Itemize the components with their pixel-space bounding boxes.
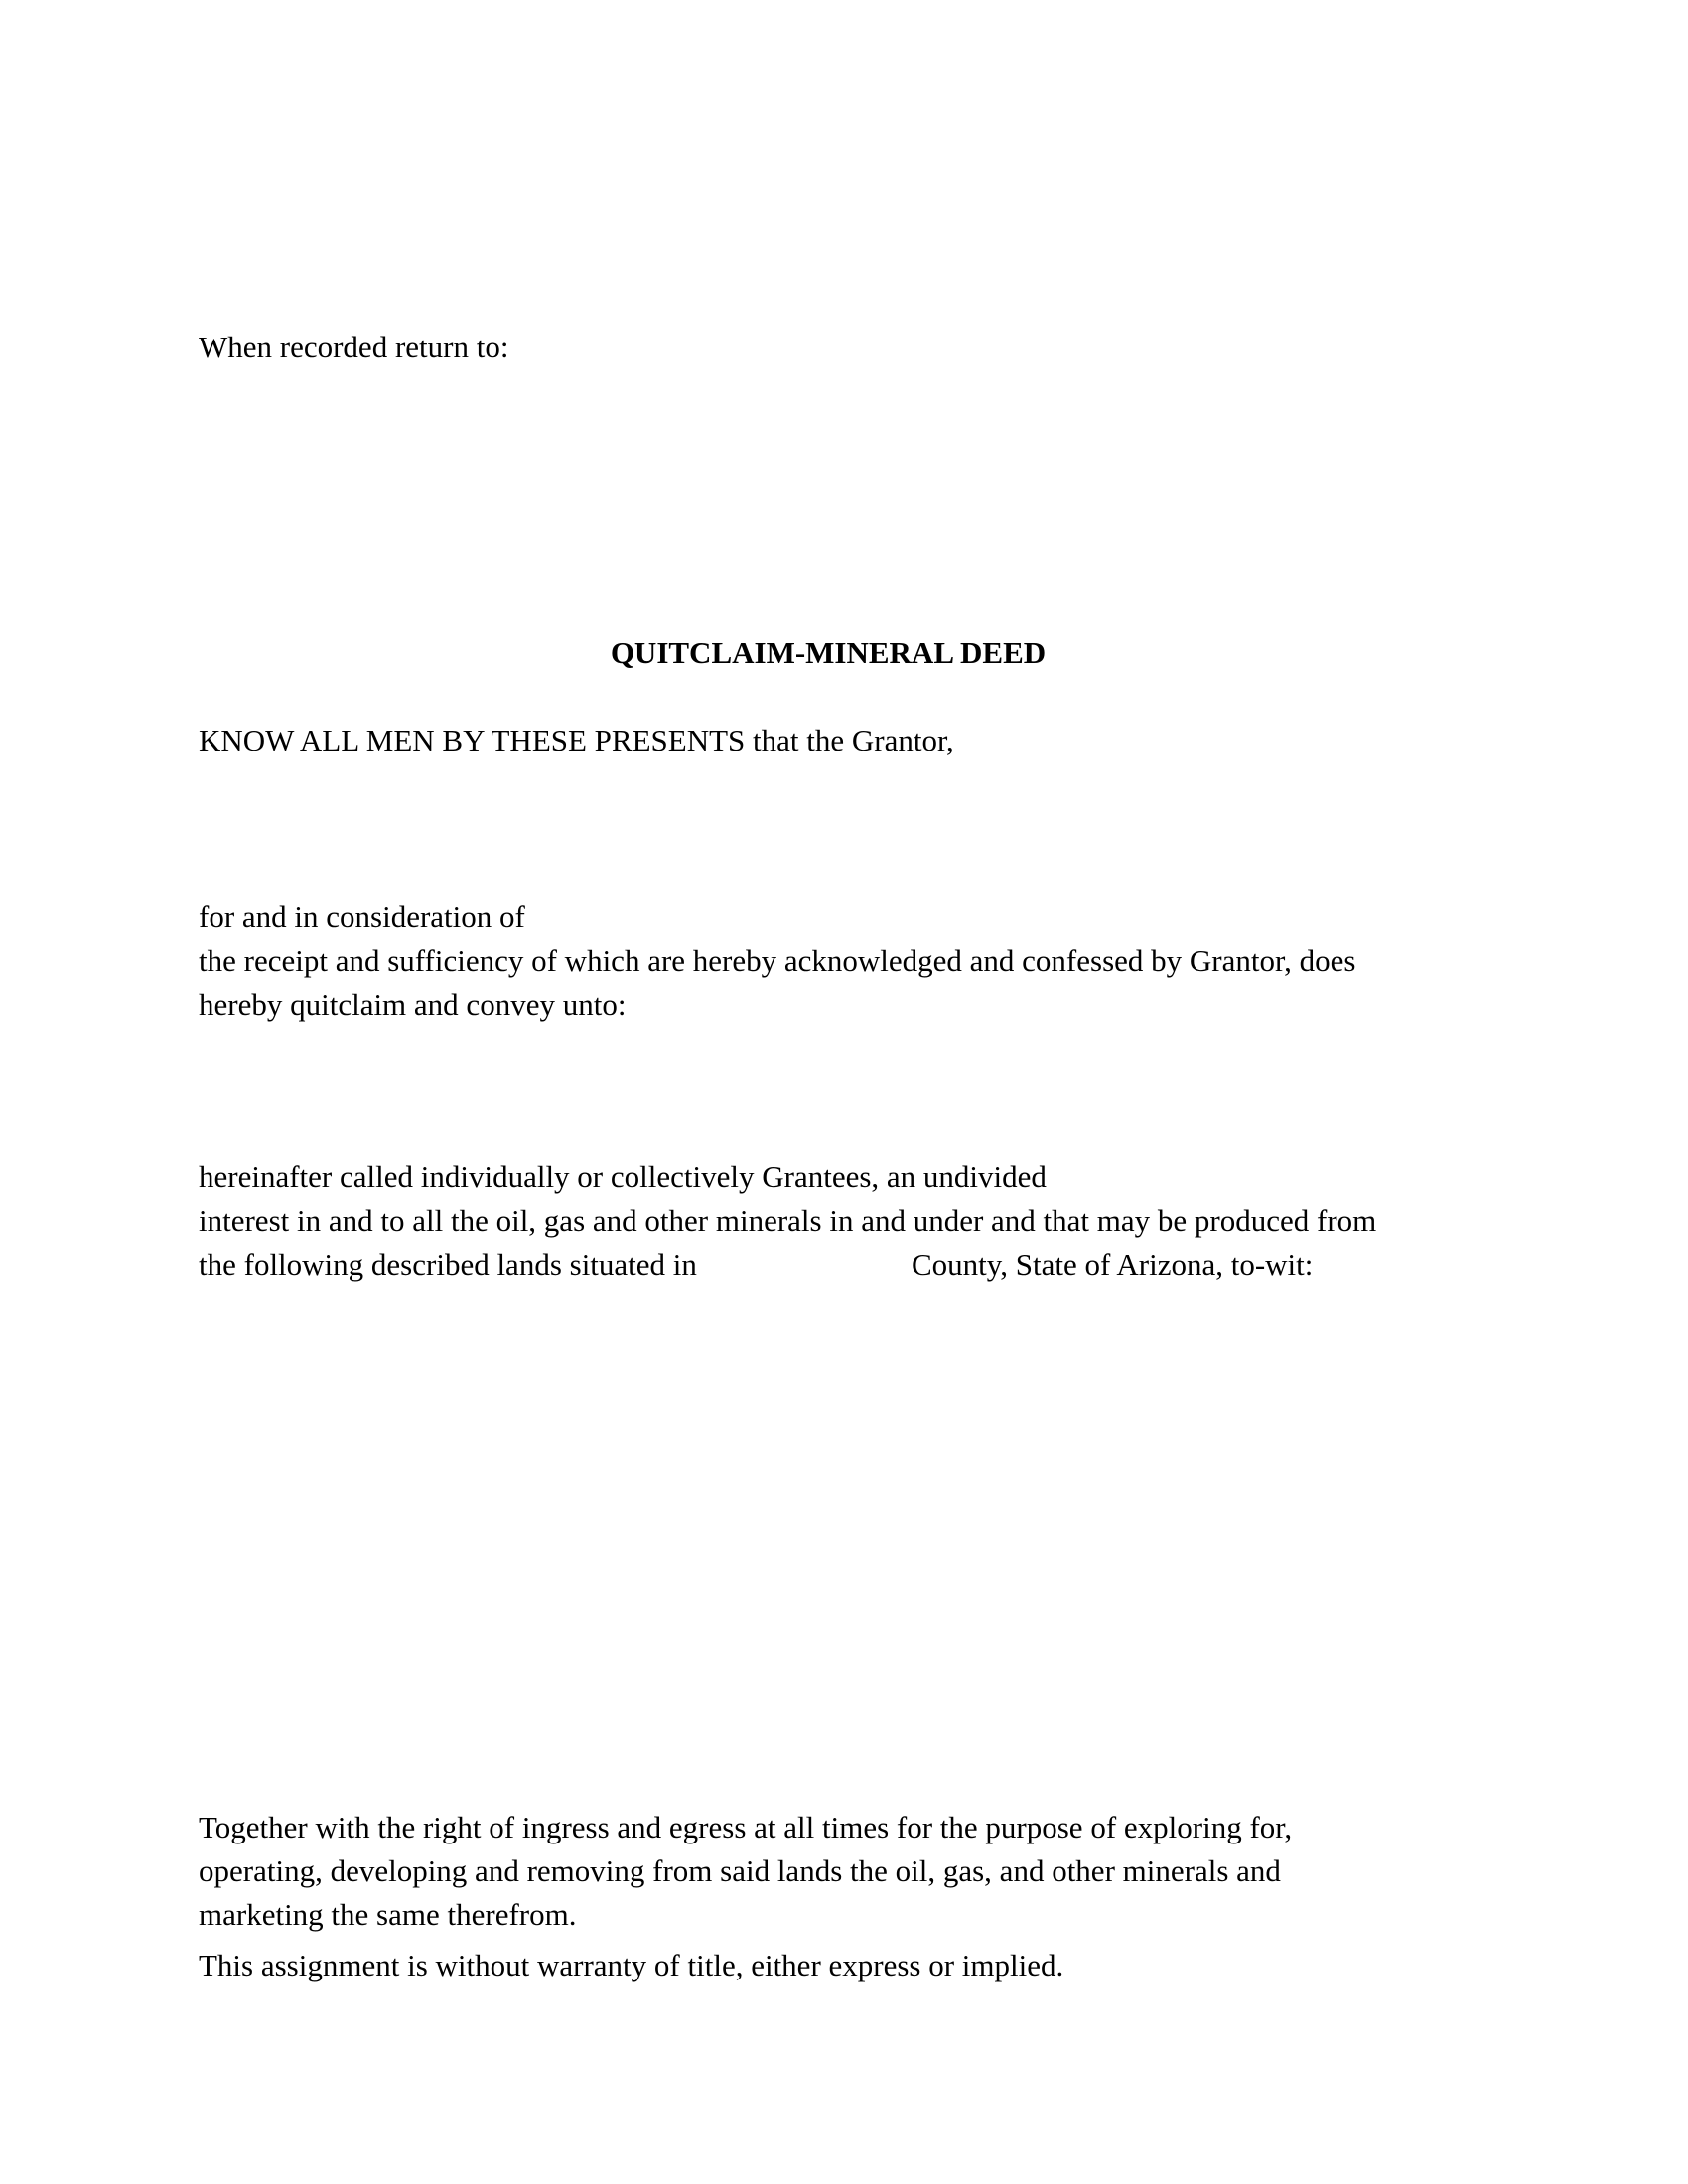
grantees-line-2: interest in and to all the oil, gas and other minerals in and under and that may be produced from [199, 1203, 1377, 1238]
grantees-line-3: the following described lands situated in [199, 1247, 697, 1282]
deed-title: QUITCLAIM-MINERAL DEED [610, 635, 1047, 670]
grantees-line-3-county: County, State of Arizona, to-wit: [912, 1247, 1314, 1282]
return-to-label: When recorded return to: [199, 330, 509, 364]
rights-line-1: Together with the right of ingress and egress at all times for the purpose of exploring for, [199, 1810, 1293, 1844]
grantees-line-1: hereinafter called individually or collectively Grantees, an undivided [199, 1160, 1047, 1194]
consideration-line-2: the receipt and sufficiency of which are hereby acknowledged and confessed by Grantor, does [199, 943, 1356, 978]
rights-line-3: marketing the same therefrom. [199, 1897, 577, 1932]
rights-line-2: operating, developing and removing from said lands the oil, gas, and other minerals and [199, 1853, 1281, 1888]
warranty-disclaimer: This assignment is without warranty of title, either express or implied. [199, 1948, 1064, 1982]
consideration-line-3: hereby quitclaim and convey unto: [199, 987, 627, 1022]
consideration-line-1: for and in consideration of [199, 899, 525, 934]
preamble-text: KNOW ALL MEN BY THESE PRESENTS that the Grantor, [199, 723, 954, 757]
